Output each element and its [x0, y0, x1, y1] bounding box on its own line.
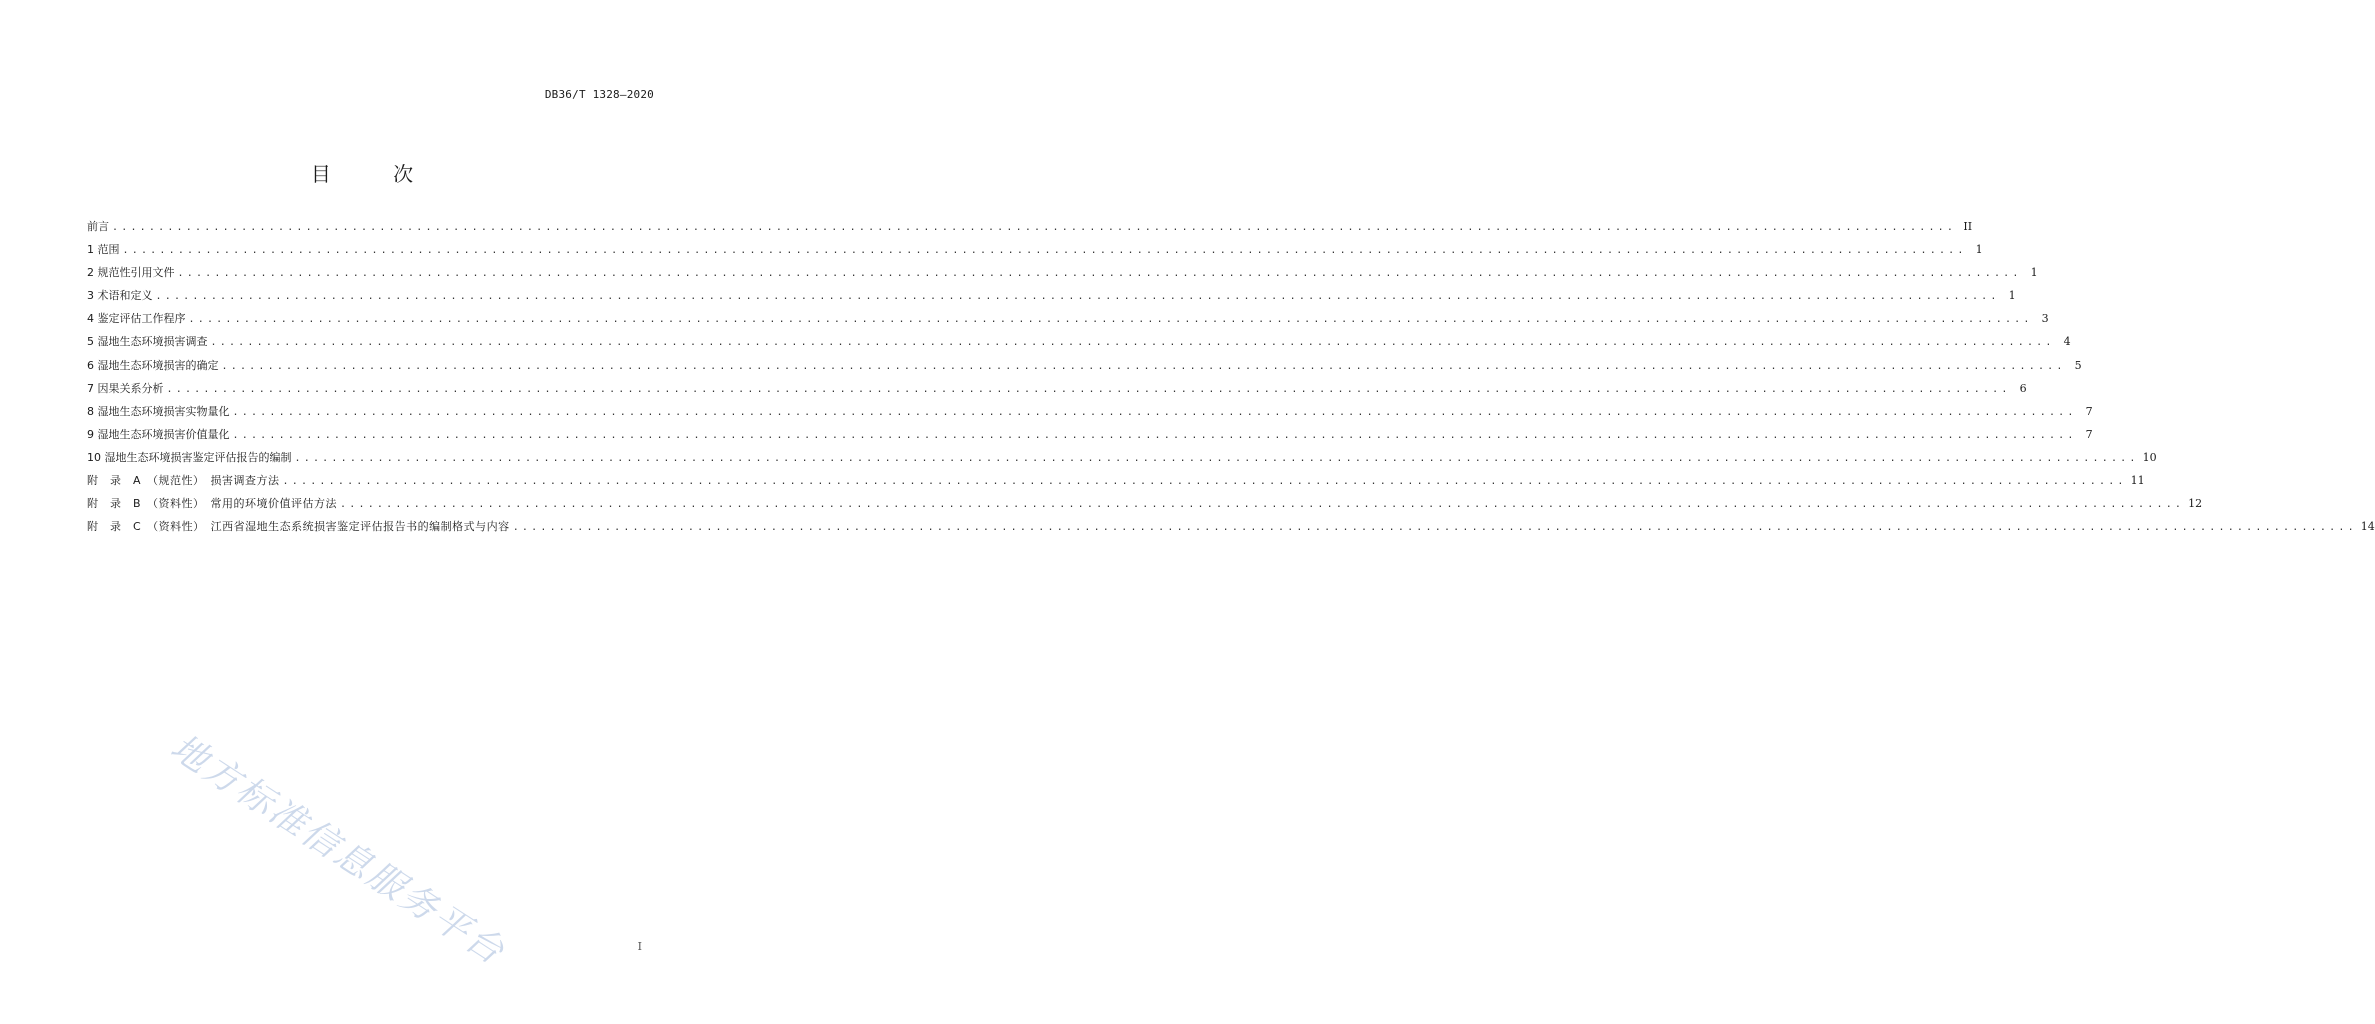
toc-entry-label: 附 录 C （资料性） 江西省湿地生态系统损害鉴定评估报告书的编制格式与内容	[87, 520, 510, 534]
page-title: 目 次	[310, 162, 442, 186]
watermark: 地方标准信息服务平台	[163, 726, 513, 974]
toc-leader-dots: ........................................................................................................................................................................................................	[112, 222, 1957, 233]
toc-leader-dots: ........................................................................................................................................................................................................	[282, 476, 2127, 488]
toc-entry-appendix-a[interactable]	[87, 472, 2145, 495]
toc-page-number: 1	[2030, 266, 2038, 280]
toc-entry-appendix-c[interactable]	[87, 518, 2375, 541]
toc-leader-dots: ........................................................................................................................................................................................................	[177, 268, 2022, 280]
toc-page-number: 7	[2085, 404, 2093, 418]
page-number: I	[637, 940, 642, 953]
toc-leader-dots: ........................................................................................................................................................................................................	[512, 522, 2357, 534]
table-of-contents	[87, 218, 2375, 541]
toc-leader-dots: ........................................................................................................................................................................................................	[221, 360, 2066, 372]
toc-leader-dots: ........................................................................................................................................................................................................	[155, 291, 2000, 303]
toc-entry-label: 5 湿地生态环境损害调查	[87, 335, 208, 349]
toc-page-number: 11	[2130, 474, 2145, 488]
toc-entry-label: 前言	[87, 220, 109, 233]
toc-entry-damage-determination[interactable]	[87, 357, 2082, 380]
toc-entry-terms-definitions[interactable]	[87, 287, 2016, 310]
toc-leader-dots: ........................................................................................................................................................................................................	[210, 337, 2055, 349]
toc-entry-label: 3 术语和定义	[87, 289, 153, 303]
toc-entry-label: 9 湿地生态环境损害价值量化	[87, 427, 230, 441]
toc-page-number: 1	[2008, 289, 2016, 303]
toc-entry-label: 8 湿地生态环境损害实物量化	[87, 404, 230, 418]
toc-page-number: 1	[1975, 243, 1983, 257]
toc-page-number: 3	[2041, 312, 2049, 326]
document-code: DB36/T 1328—2020	[544, 88, 654, 101]
toc-entry-label: 4 鉴定评估工作程序	[87, 312, 186, 326]
toc-leader-dots: ........................................................................................................................................................................................................	[166, 383, 2011, 395]
toc-entry-label: 附 录 B （资料性） 常用的环境价值评估方法	[87, 497, 338, 511]
toc-leader-dots: ........................................................................................................................................................................................................	[232, 406, 2077, 418]
toc-leader-dots: ........................................................................................................................................................................................................	[294, 452, 2139, 464]
toc-entry-foreword[interactable]	[87, 218, 1973, 241]
toc-entry-causality-analysis[interactable]	[87, 380, 2027, 403]
toc-entry-label: 1 范围	[87, 243, 120, 257]
toc-entry-damage-investigation[interactable]	[87, 333, 2071, 356]
toc-page-number: 5	[2074, 358, 2082, 372]
toc-page-number: 6	[2019, 381, 2027, 395]
toc-entry-label: 2 规范性引用文件	[87, 266, 175, 280]
toc-entry-report-compilation[interactable]	[87, 449, 2157, 472]
toc-page-number: 10	[2142, 450, 2157, 464]
toc-entry-scope[interactable]	[87, 241, 1983, 264]
toc-entry-label: 7 因果关系分析	[87, 381, 164, 395]
toc-page-number: 4	[2063, 335, 2071, 349]
toc-entry-label: 6 湿地生态环境损害的确定	[87, 358, 219, 372]
toc-entry-physical-quantification[interactable]	[87, 403, 2093, 426]
toc-entry-normative-references[interactable]	[87, 264, 2038, 287]
toc-page-number: 12	[2188, 497, 2203, 511]
toc-entry-label: 10 湿地生态环境损害鉴定评估报告的编制	[87, 450, 292, 464]
toc-entry-value-quantification[interactable]	[87, 426, 2093, 449]
toc-page-number: 7	[2085, 427, 2093, 441]
toc-entry-assessment-procedure[interactable]	[87, 310, 2049, 333]
toc-page-number: II	[1963, 220, 1973, 233]
toc-leader-dots: ........................................................................................................................................................................................................	[188, 314, 2033, 326]
toc-leader-dots: ........................................................................................................................................................................................................	[232, 429, 2077, 441]
toc-leader-dots: ........................................................................................................................................................................................................	[340, 499, 2185, 511]
toc-entry-label: 附 录 A （规范性） 损害调查方法	[87, 474, 280, 488]
toc-entry-appendix-b[interactable]	[87, 495, 2203, 518]
toc-page-number: 14	[2360, 520, 2375, 534]
toc-leader-dots: ........................................................................................................................................................................................................	[122, 245, 1967, 257]
